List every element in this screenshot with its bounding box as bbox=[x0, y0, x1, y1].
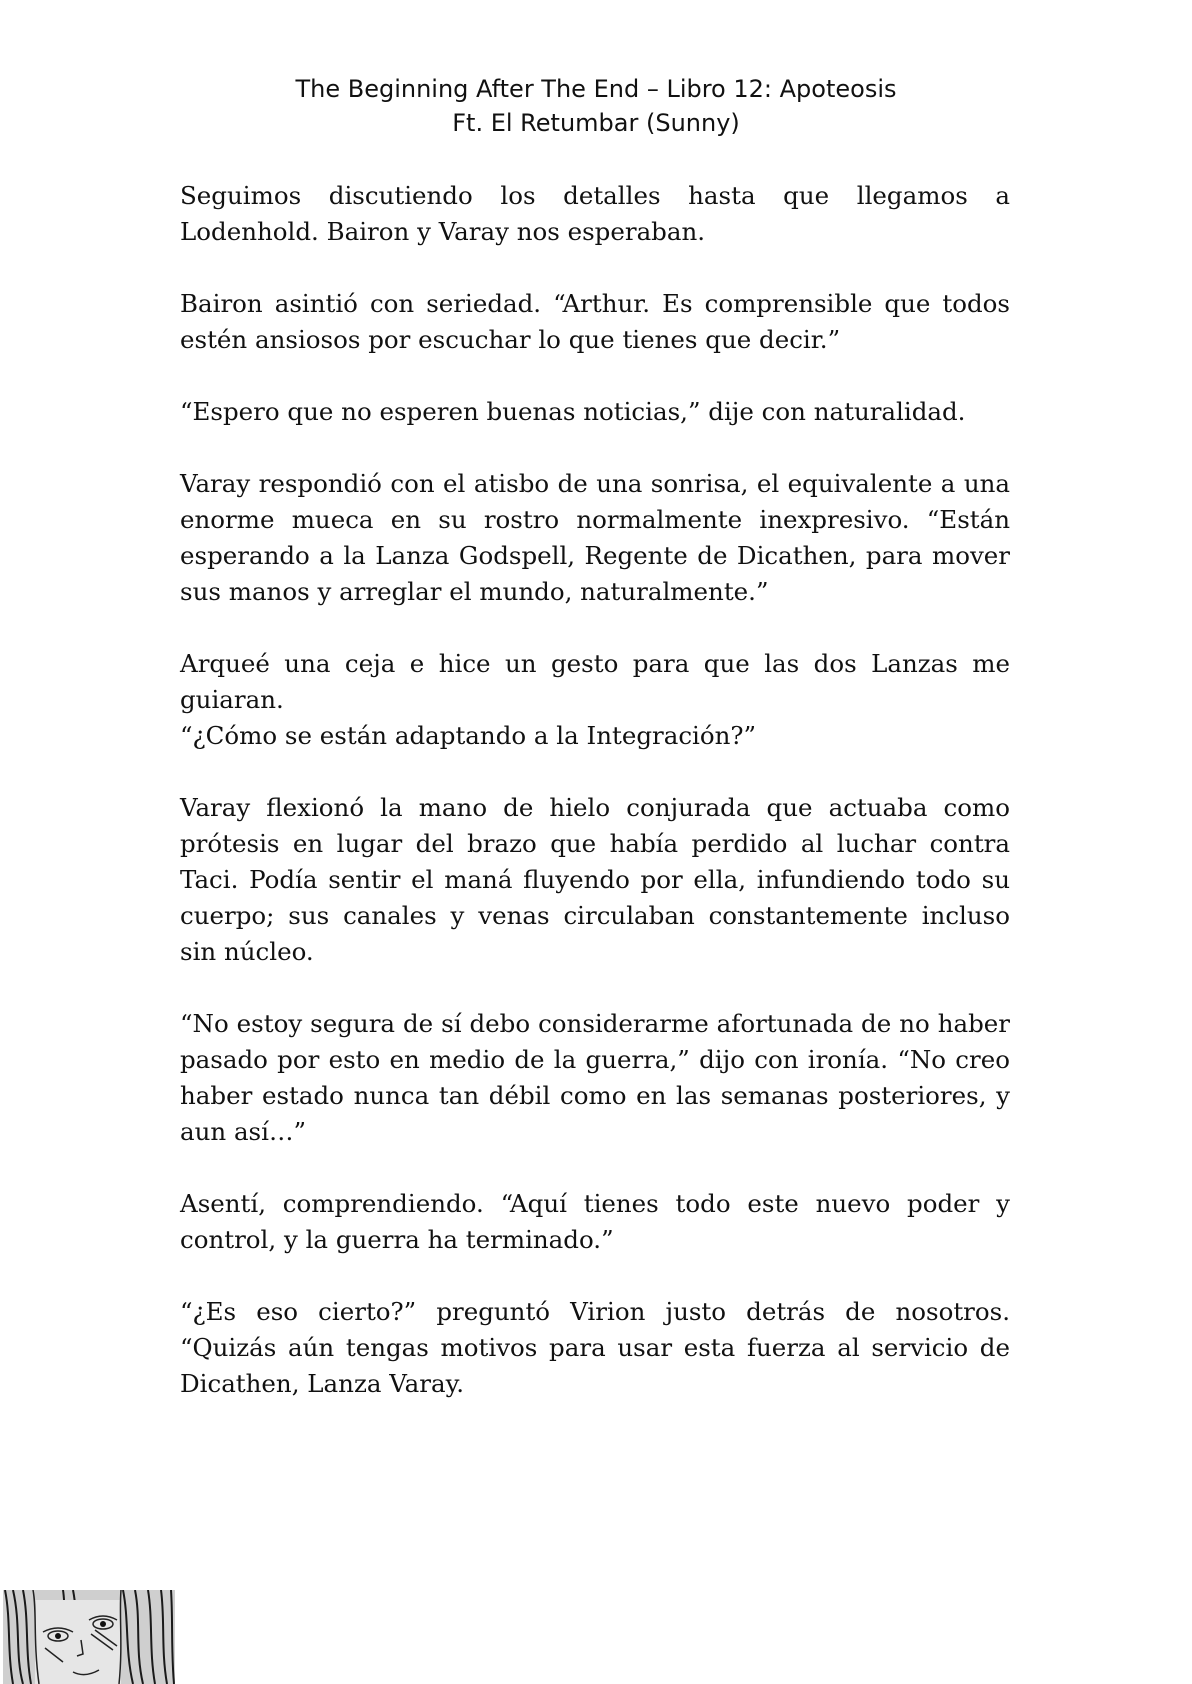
manga-character-thumbnail bbox=[3, 1590, 175, 1684]
paragraph: “Espero que no esperen buenas noticias,” dije con naturalidad. bbox=[180, 397, 966, 426]
manga-face-image bbox=[3, 1590, 175, 1684]
paragraph: “No estoy segura de sí debo considerarme afortunada de no haber pasado por esto en medio de la guerra,” dijo con ironía. “No creo haber estado nunca tan débil como en las semanas posteriores, y aun así…” bbox=[180, 1009, 1010, 1146]
header-title: The Beginning After The End – Libro 12: Apoteosis bbox=[295, 75, 897, 103]
paragraph: Arqueé una ceja e hice un gesto para que las dos Lanzas me guiaran. bbox=[180, 649, 1010, 714]
paragraph: Varay flexionó la mano de hielo conjurada que actuaba como prótesis en lugar del brazo que había perdido al luchar contra Taci. Podía sentir el maná fluyendo por ella, infundiendo todo su cuerpo; sus canales y venas circulaban constantemente incluso sin núcleo. bbox=[180, 793, 1010, 966]
paragraph: Bairon asintió con seriedad. “Arthur. Es comprensible que todos estén ansiosos por escuchar lo que tienes que decir.” bbox=[180, 289, 1010, 354]
paragraph: Varay respondió con el atisbo de una sonrisa, el equivalente a una enorme mueca en su rostro normalmente inexpresivo. “Están esperando a la Lanza Godspell, Regente de Dicathen, para mover sus manos y arreglar el mundo, naturalmente.” bbox=[180, 469, 1010, 606]
page-body bbox=[180, 178, 1010, 1438]
paragraph: Seguimos discutiendo los detalles hasta que llegamos a Lodenhold. Bairon y Varay nos esperaban. bbox=[180, 181, 1010, 246]
paragraph: “¿Es eso cierto?” preguntó Virion justo detrás de nosotros. “Quizás aún tengas motivos para usar esta fuerza al servicio de Dicathen, Lanza Varay. bbox=[180, 1297, 1010, 1398]
page-header bbox=[0, 72, 1192, 140]
paragraph: Asentí, comprendiendo. “Aquí tienes todo este nuevo poder y control, y la guerra ha terminado.” bbox=[180, 1189, 1010, 1254]
header-subtitle: Ft. El Retumbar (Sunny) bbox=[452, 109, 740, 137]
paragraph: “¿Cómo se están adaptando a la Integración?” bbox=[180, 721, 757, 750]
